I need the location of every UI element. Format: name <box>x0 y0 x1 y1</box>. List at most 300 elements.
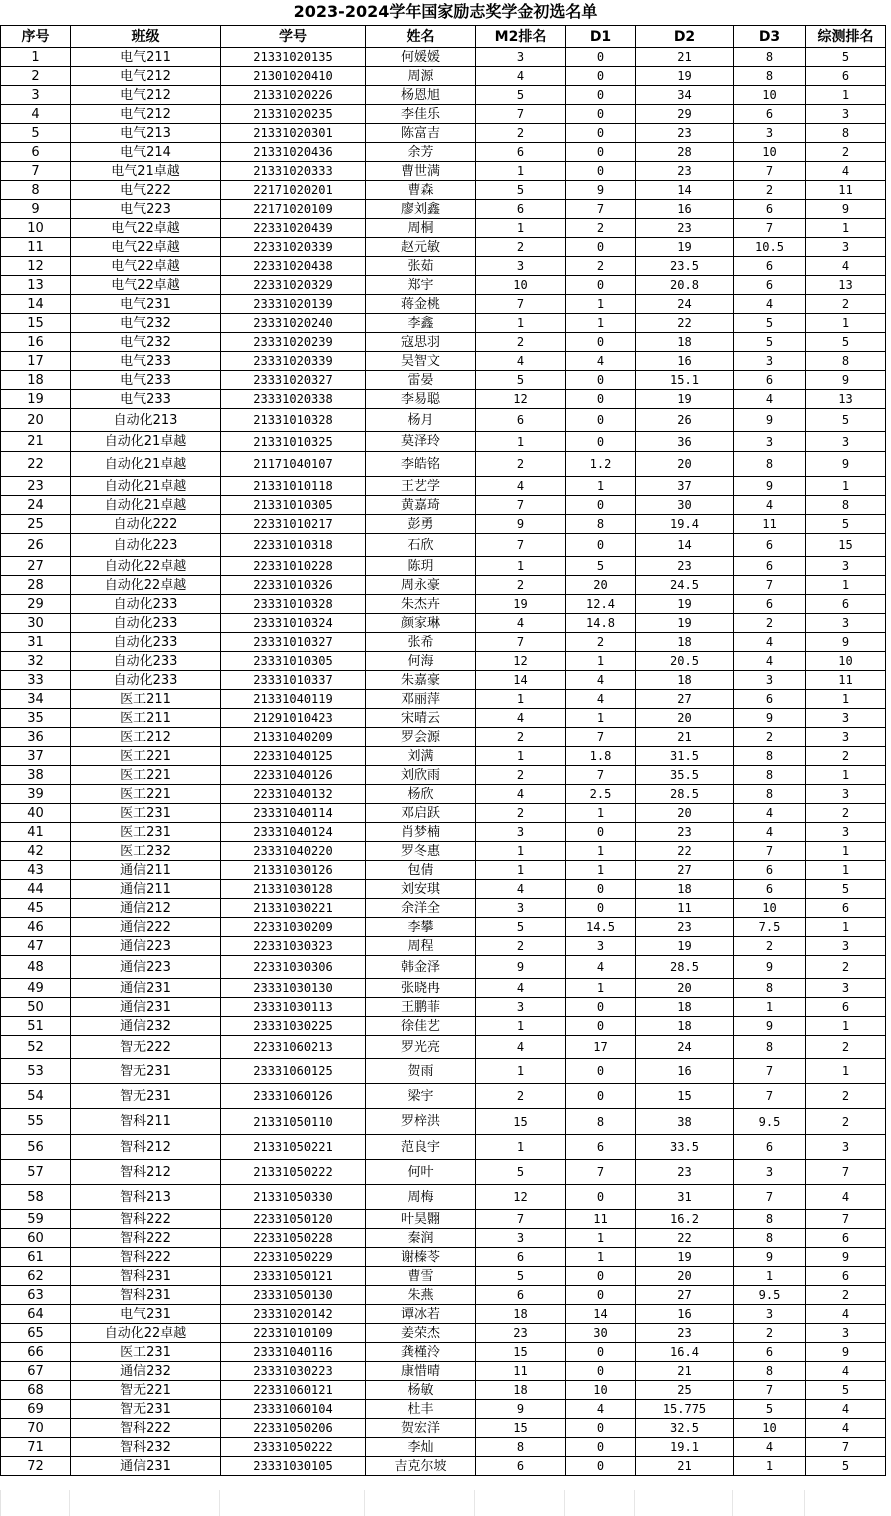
cell-d1[interactable]: 8 <box>566 515 636 534</box>
cell-name[interactable]: 朱杰卉 <box>366 595 476 614</box>
cell-d1[interactable]: 0 <box>566 371 636 390</box>
cell-index[interactable]: 4 <box>1 105 71 124</box>
cell-student-id[interactable]: 22331030209 <box>221 918 366 937</box>
cell-d1[interactable]: 5 <box>566 557 636 576</box>
cell-index[interactable]: 69 <box>1 1400 71 1419</box>
cell-overall-rank[interactable]: 11 <box>806 671 886 690</box>
cell-d2[interactable]: 15 <box>636 1084 734 1109</box>
cell-d2[interactable]: 30 <box>636 496 734 515</box>
cell-d2[interactable]: 16.4 <box>636 1343 734 1362</box>
cell-d1[interactable]: 1 <box>566 861 636 880</box>
cell-name[interactable]: 石欣 <box>366 534 476 557</box>
cell-name[interactable]: 罗梓洪 <box>366 1109 476 1135</box>
cell-name[interactable]: 龚槿泠 <box>366 1343 476 1362</box>
cell-class[interactable]: 电气232 <box>71 333 221 352</box>
cell-d3[interactable]: 8 <box>734 452 806 477</box>
cell-overall-rank[interactable]: 1 <box>806 690 886 709</box>
cell-class[interactable]: 智科222 <box>71 1419 221 1438</box>
cell-student-id[interactable]: 21331010118 <box>221 477 366 496</box>
cell-index[interactable]: 49 <box>1 979 71 998</box>
cell-d1[interactable]: 2.5 <box>566 785 636 804</box>
cell-d3[interactable]: 8 <box>734 979 806 998</box>
cell-name[interactable]: 谢榛苓 <box>366 1248 476 1267</box>
cell-d1[interactable]: 1 <box>566 1248 636 1267</box>
cell-d3[interactable]: 10 <box>734 899 806 918</box>
cell-d2[interactable]: 19 <box>636 1248 734 1267</box>
cell-d1[interactable]: 1 <box>566 477 636 496</box>
cell-overall-rank[interactable]: 1 <box>806 86 886 105</box>
cell-overall-rank[interactable]: 3 <box>806 937 886 956</box>
cell-d3[interactable]: 9.5 <box>734 1109 806 1135</box>
cell-m2-rank[interactable]: 2 <box>476 804 566 823</box>
cell-name[interactable]: 赵元敏 <box>366 238 476 257</box>
cell-name[interactable]: 肖梦楠 <box>366 823 476 842</box>
cell-class[interactable]: 医工211 <box>71 690 221 709</box>
cell-index[interactable]: 3 <box>1 86 71 105</box>
cell-student-id[interactable]: 21301020410 <box>221 67 366 86</box>
cell-m2-rank[interactable]: 23 <box>476 1324 566 1343</box>
cell-name[interactable]: 陈富吉 <box>366 124 476 143</box>
cell-student-id[interactable]: 22331010228 <box>221 557 366 576</box>
cell-m2-rank[interactable]: 7 <box>476 105 566 124</box>
cell-class[interactable]: 智科222 <box>71 1229 221 1248</box>
cell-class[interactable]: 智无231 <box>71 1084 221 1109</box>
cell-overall-rank[interactable]: 3 <box>806 709 886 728</box>
cell-m2-rank[interactable]: 1 <box>476 162 566 181</box>
cell-index[interactable]: 33 <box>1 671 71 690</box>
cell-d2[interactable]: 19.4 <box>636 515 734 534</box>
cell-overall-rank[interactable]: 1 <box>806 766 886 785</box>
cell-overall-rank[interactable]: 1 <box>806 477 886 496</box>
cell-d2[interactable]: 20 <box>636 1267 734 1286</box>
cell-class[interactable]: 医工231 <box>71 823 221 842</box>
cell-d3[interactable]: 2 <box>734 728 806 747</box>
cell-index[interactable]: 59 <box>1 1210 71 1229</box>
cell-overall-rank[interactable]: 6 <box>806 1229 886 1248</box>
cell-class[interactable]: 通信211 <box>71 880 221 899</box>
cell-student-id[interactable]: 23331030223 <box>221 1362 366 1381</box>
cell-d3[interactable]: 7 <box>734 1185 806 1210</box>
cell-student-id[interactable]: 23331020139 <box>221 295 366 314</box>
cell-m2-rank[interactable]: 8 <box>476 1438 566 1457</box>
cell-student-id[interactable]: 21331010305 <box>221 496 366 515</box>
cell-overall-rank[interactable]: 9 <box>806 371 886 390</box>
cell-d1[interactable]: 0 <box>566 1343 636 1362</box>
cell-class[interactable]: 智无221 <box>71 1381 221 1400</box>
cell-overall-rank[interactable]: 3 <box>806 728 886 747</box>
cell-student-id[interactable]: 22171020109 <box>221 200 366 219</box>
cell-name[interactable]: 罗冬惠 <box>366 842 476 861</box>
cell-d2[interactable]: 23 <box>636 162 734 181</box>
cell-m2-rank[interactable]: 1 <box>476 690 566 709</box>
cell-overall-rank[interactable]: 2 <box>806 1286 886 1305</box>
cell-class[interactable]: 自动化233 <box>71 671 221 690</box>
cell-class[interactable]: 通信232 <box>71 1017 221 1036</box>
cell-d1[interactable]: 0 <box>566 409 636 432</box>
cell-name[interactable]: 周桐 <box>366 219 476 238</box>
cell-m2-rank[interactable]: 7 <box>476 534 566 557</box>
cell-d3[interactable]: 7.5 <box>734 918 806 937</box>
cell-student-id[interactable]: 22331030323 <box>221 937 366 956</box>
cell-d3[interactable]: 8 <box>734 1229 806 1248</box>
cell-d2[interactable]: 14 <box>636 181 734 200</box>
cell-overall-rank[interactable]: 1 <box>806 1017 886 1036</box>
cell-m2-rank[interactable]: 1 <box>476 557 566 576</box>
cell-m2-rank[interactable]: 7 <box>476 295 566 314</box>
cell-d1[interactable]: 2 <box>566 257 636 276</box>
cell-m2-rank[interactable]: 5 <box>476 86 566 105</box>
cell-m2-rank[interactable]: 1 <box>476 314 566 333</box>
cell-m2-rank[interactable]: 4 <box>476 979 566 998</box>
cell-name[interactable]: 李鑫 <box>366 314 476 333</box>
cell-index[interactable]: 53 <box>1 1059 71 1084</box>
cell-d3[interactable]: 7 <box>734 1059 806 1084</box>
cell-d2[interactable]: 20 <box>636 709 734 728</box>
cell-class[interactable]: 电气232 <box>71 314 221 333</box>
cell-index[interactable]: 40 <box>1 804 71 823</box>
cell-overall-rank[interactable]: 3 <box>806 238 886 257</box>
cell-student-id[interactable]: 21331050221 <box>221 1135 366 1160</box>
cell-d2[interactable]: 19 <box>636 937 734 956</box>
cell-index[interactable]: 54 <box>1 1084 71 1109</box>
cell-overall-rank[interactable]: 13 <box>806 276 886 295</box>
cell-d3[interactable]: 8 <box>734 1362 806 1381</box>
cell-d2[interactable]: 20 <box>636 979 734 998</box>
cell-class[interactable]: 自动化233 <box>71 652 221 671</box>
cell-m2-rank[interactable]: 5 <box>476 918 566 937</box>
cell-m2-rank[interactable]: 4 <box>476 477 566 496</box>
cell-d2[interactable]: 24.5 <box>636 576 734 595</box>
cell-index[interactable]: 61 <box>1 1248 71 1267</box>
cell-student-id[interactable]: 23331040114 <box>221 804 366 823</box>
cell-d2[interactable]: 19 <box>636 238 734 257</box>
cell-d1[interactable]: 0 <box>566 143 636 162</box>
cell-d2[interactable]: 34 <box>636 86 734 105</box>
cell-d3[interactable]: 4 <box>734 633 806 652</box>
cell-index[interactable]: 23 <box>1 477 71 496</box>
cell-d2[interactable]: 20 <box>636 804 734 823</box>
cell-name[interactable]: 杜丰 <box>366 1400 476 1419</box>
cell-d3[interactable]: 9 <box>734 409 806 432</box>
cell-overall-rank[interactable]: 4 <box>806 1419 886 1438</box>
cell-d3[interactable]: 9.5 <box>734 1286 806 1305</box>
cell-m2-rank[interactable]: 2 <box>476 576 566 595</box>
cell-d3[interactable]: 6 <box>734 557 806 576</box>
col-header-student-id[interactable]: 学号 <box>221 26 366 48</box>
cell-d2[interactable]: 20.5 <box>636 652 734 671</box>
cell-class[interactable]: 自动化223 <box>71 534 221 557</box>
cell-name[interactable]: 余洋全 <box>366 899 476 918</box>
cell-overall-rank[interactable]: 1 <box>806 576 886 595</box>
cell-d1[interactable]: 1.8 <box>566 747 636 766</box>
cell-d1[interactable]: 2 <box>566 633 636 652</box>
cell-m2-rank[interactable]: 1 <box>476 842 566 861</box>
cell-overall-rank[interactable]: 1 <box>806 1059 886 1084</box>
cell-name[interactable]: 张茹 <box>366 257 476 276</box>
cell-name[interactable]: 周梅 <box>366 1185 476 1210</box>
cell-overall-rank[interactable]: 5 <box>806 515 886 534</box>
cell-d2[interactable]: 23 <box>636 1160 734 1185</box>
cell-d1[interactable]: 7 <box>566 1160 636 1185</box>
cell-name[interactable]: 杨欣 <box>366 785 476 804</box>
cell-m2-rank[interactable]: 3 <box>476 1229 566 1248</box>
cell-d1[interactable]: 11 <box>566 1210 636 1229</box>
cell-d1[interactable]: 1.2 <box>566 452 636 477</box>
cell-d2[interactable]: 15.1 <box>636 371 734 390</box>
cell-student-id[interactable]: 21171040107 <box>221 452 366 477</box>
cell-class[interactable]: 通信223 <box>71 956 221 979</box>
cell-d3[interactable]: 10.5 <box>734 238 806 257</box>
cell-d1[interactable]: 0 <box>566 1419 636 1438</box>
cell-d3[interactable]: 4 <box>734 295 806 314</box>
cell-index[interactable]: 12 <box>1 257 71 276</box>
cell-student-id[interactable]: 23331010328 <box>221 595 366 614</box>
cell-m2-rank[interactable]: 10 <box>476 276 566 295</box>
cell-student-id[interactable]: 22331050229 <box>221 1248 366 1267</box>
cell-student-id[interactable]: 23331030130 <box>221 979 366 998</box>
cell-d1[interactable]: 0 <box>566 333 636 352</box>
cell-class[interactable]: 智科222 <box>71 1210 221 1229</box>
cell-student-id[interactable]: 22331060213 <box>221 1036 366 1059</box>
cell-overall-rank[interactable]: 6 <box>806 595 886 614</box>
cell-d2[interactable]: 16 <box>636 352 734 371</box>
cell-student-id[interactable]: 21331020436 <box>221 143 366 162</box>
cell-name[interactable]: 叶昊翾 <box>366 1210 476 1229</box>
cell-d2[interactable]: 16 <box>636 200 734 219</box>
cell-class[interactable]: 医工221 <box>71 747 221 766</box>
cell-d3[interactable]: 2 <box>734 937 806 956</box>
cell-d1[interactable]: 14.5 <box>566 918 636 937</box>
cell-class[interactable]: 电气213 <box>71 124 221 143</box>
cell-name[interactable]: 寇思羽 <box>366 333 476 352</box>
cell-overall-rank[interactable]: 3 <box>806 105 886 124</box>
cell-name[interactable]: 韩金泽 <box>366 956 476 979</box>
cell-d2[interactable]: 29 <box>636 105 734 124</box>
cell-d3[interactable]: 3 <box>734 352 806 371</box>
cell-d3[interactable]: 5 <box>734 333 806 352</box>
cell-m2-rank[interactable]: 6 <box>476 143 566 162</box>
cell-student-id[interactable]: 23331010327 <box>221 633 366 652</box>
cell-m2-rank[interactable]: 11 <box>476 1362 566 1381</box>
cell-overall-rank[interactable]: 3 <box>806 785 886 804</box>
cell-d2[interactable]: 19 <box>636 67 734 86</box>
cell-d1[interactable]: 0 <box>566 899 636 918</box>
cell-student-id[interactable]: 21331020226 <box>221 86 366 105</box>
cell-overall-rank[interactable]: 9 <box>806 633 886 652</box>
cell-student-id[interactable]: 21331050110 <box>221 1109 366 1135</box>
cell-class[interactable]: 智科231 <box>71 1267 221 1286</box>
cell-d1[interactable]: 0 <box>566 124 636 143</box>
cell-d2[interactable]: 18 <box>636 880 734 899</box>
cell-d3[interactable]: 1 <box>734 998 806 1017</box>
cell-d1[interactable]: 1 <box>566 709 636 728</box>
cell-m2-rank[interactable]: 15 <box>476 1419 566 1438</box>
cell-name[interactable]: 吉克尔坡 <box>366 1457 476 1476</box>
cell-m2-rank[interactable]: 5 <box>476 1267 566 1286</box>
col-header-class[interactable]: 班级 <box>71 26 221 48</box>
cell-d2[interactable]: 36 <box>636 432 734 452</box>
cell-class[interactable]: 智科231 <box>71 1286 221 1305</box>
col-header-overall-rank[interactable]: 综测排名 <box>806 26 886 48</box>
cell-d2[interactable]: 15.775 <box>636 1400 734 1419</box>
cell-d2[interactable]: 19 <box>636 595 734 614</box>
cell-index[interactable]: 18 <box>1 371 71 390</box>
cell-d1[interactable]: 0 <box>566 1438 636 1457</box>
cell-class[interactable]: 智科213 <box>71 1185 221 1210</box>
cell-m2-rank[interactable]: 18 <box>476 1381 566 1400</box>
cell-index[interactable]: 9 <box>1 200 71 219</box>
cell-d3[interactable]: 4 <box>734 496 806 515</box>
cell-d1[interactable]: 0 <box>566 1084 636 1109</box>
cell-overall-rank[interactable]: 5 <box>806 333 886 352</box>
cell-overall-rank[interactable]: 4 <box>806 1185 886 1210</box>
cell-m2-rank[interactable]: 6 <box>476 409 566 432</box>
cell-d2[interactable]: 18 <box>636 333 734 352</box>
cell-d1[interactable]: 17 <box>566 1036 636 1059</box>
cell-student-id[interactable]: 21331020135 <box>221 48 366 67</box>
cell-d2[interactable]: 23 <box>636 124 734 143</box>
cell-d2[interactable]: 27 <box>636 690 734 709</box>
cell-index[interactable]: 36 <box>1 728 71 747</box>
cell-student-id[interactable]: 23331060125 <box>221 1059 366 1084</box>
cell-m2-rank[interactable]: 1 <box>476 219 566 238</box>
cell-name[interactable]: 郑宇 <box>366 276 476 295</box>
cell-d2[interactable]: 21 <box>636 48 734 67</box>
cell-d2[interactable]: 18 <box>636 671 734 690</box>
cell-index[interactable]: 68 <box>1 1381 71 1400</box>
cell-m2-rank[interactable]: 2 <box>476 766 566 785</box>
cell-m2-rank[interactable]: 1 <box>476 1017 566 1036</box>
cell-class[interactable]: 智无222 <box>71 1036 221 1059</box>
cell-index[interactable]: 27 <box>1 557 71 576</box>
cell-d3[interactable]: 2 <box>734 1324 806 1343</box>
cell-class[interactable]: 电气22卓越 <box>71 276 221 295</box>
cell-class[interactable]: 电气211 <box>71 48 221 67</box>
cell-index[interactable]: 71 <box>1 1438 71 1457</box>
cell-d1[interactable]: 0 <box>566 162 636 181</box>
cell-d2[interactable]: 18 <box>636 998 734 1017</box>
cell-student-id[interactable]: 23331050121 <box>221 1267 366 1286</box>
cell-overall-rank[interactable]: 2 <box>806 1109 886 1135</box>
cell-d3[interactable]: 4 <box>734 652 806 671</box>
cell-overall-rank[interactable]: 5 <box>806 1457 886 1476</box>
cell-name[interactable]: 曹森 <box>366 181 476 200</box>
cell-index[interactable]: 11 <box>1 238 71 257</box>
cell-d3[interactable]: 6 <box>734 595 806 614</box>
cell-index[interactable]: 64 <box>1 1305 71 1324</box>
cell-d2[interactable]: 32.5 <box>636 1419 734 1438</box>
cell-index[interactable]: 44 <box>1 880 71 899</box>
cell-index[interactable]: 63 <box>1 1286 71 1305</box>
cell-name[interactable]: 贺雨 <box>366 1059 476 1084</box>
cell-name[interactable]: 姜荣杰 <box>366 1324 476 1343</box>
cell-student-id[interactable]: 23331050130 <box>221 1286 366 1305</box>
cell-overall-rank[interactable]: 4 <box>806 162 886 181</box>
cell-d3[interactable]: 8 <box>734 1210 806 1229</box>
cell-name[interactable]: 徐佳艺 <box>366 1017 476 1036</box>
cell-name[interactable]: 何海 <box>366 652 476 671</box>
cell-m2-rank[interactable]: 7 <box>476 496 566 515</box>
cell-d1[interactable]: 9 <box>566 181 636 200</box>
cell-index[interactable]: 10 <box>1 219 71 238</box>
cell-index[interactable]: 28 <box>1 576 71 595</box>
cell-overall-rank[interactable]: 3 <box>806 614 886 633</box>
cell-overall-rank[interactable]: 11 <box>806 181 886 200</box>
cell-m2-rank[interactable]: 15 <box>476 1343 566 1362</box>
cell-d1[interactable]: 0 <box>566 1457 636 1476</box>
cell-d3[interactable]: 9 <box>734 1248 806 1267</box>
cell-d3[interactable]: 6 <box>734 1135 806 1160</box>
cell-name[interactable]: 康惜晴 <box>366 1362 476 1381</box>
cell-name[interactable]: 刘欣雨 <box>366 766 476 785</box>
cell-d1[interactable]: 8 <box>566 1109 636 1135</box>
cell-overall-rank[interactable]: 1 <box>806 314 886 333</box>
cell-d1[interactable]: 0 <box>566 998 636 1017</box>
cell-name[interactable]: 谭冰若 <box>366 1305 476 1324</box>
cell-d1[interactable]: 0 <box>566 496 636 515</box>
cell-index[interactable]: 22 <box>1 452 71 477</box>
cell-m2-rank[interactable]: 7 <box>476 633 566 652</box>
cell-student-id[interactable]: 22331050120 <box>221 1210 366 1229</box>
cell-d1[interactable]: 0 <box>566 1059 636 1084</box>
cell-d1[interactable]: 1 <box>566 314 636 333</box>
cell-overall-rank[interactable]: 13 <box>806 390 886 409</box>
cell-m2-rank[interactable]: 1 <box>476 861 566 880</box>
cell-d1[interactable]: 0 <box>566 880 636 899</box>
cell-class[interactable]: 自动化21卓越 <box>71 432 221 452</box>
cell-d3[interactable]: 1 <box>734 1267 806 1286</box>
cell-d2[interactable]: 18 <box>636 633 734 652</box>
cell-d3[interactable]: 9 <box>734 956 806 979</box>
cell-class[interactable]: 自动化22卓越 <box>71 1324 221 1343</box>
cell-d3[interactable]: 7 <box>734 576 806 595</box>
cell-student-id[interactable]: 22331040126 <box>221 766 366 785</box>
cell-overall-rank[interactable]: 8 <box>806 352 886 371</box>
cell-d3[interactable]: 8 <box>734 1036 806 1059</box>
cell-d1[interactable]: 30 <box>566 1324 636 1343</box>
cell-m2-rank[interactable]: 2 <box>476 333 566 352</box>
cell-index[interactable]: 20 <box>1 409 71 432</box>
cell-student-id[interactable]: 23331060104 <box>221 1400 366 1419</box>
cell-class[interactable]: 电气22卓越 <box>71 257 221 276</box>
cell-overall-rank[interactable]: 8 <box>806 496 886 515</box>
cell-name[interactable]: 吴智文 <box>366 352 476 371</box>
cell-class[interactable]: 智无231 <box>71 1059 221 1084</box>
cell-d2[interactable]: 27 <box>636 861 734 880</box>
col-header-name[interactable]: 姓名 <box>366 26 476 48</box>
cell-student-id[interactable]: 21291010423 <box>221 709 366 728</box>
cell-overall-rank[interactable]: 4 <box>806 257 886 276</box>
cell-name[interactable]: 周程 <box>366 937 476 956</box>
cell-d3[interactable]: 4 <box>734 390 806 409</box>
cell-d2[interactable]: 28.5 <box>636 956 734 979</box>
cell-class[interactable]: 电气233 <box>71 352 221 371</box>
cell-student-id[interactable]: 23331020327 <box>221 371 366 390</box>
cell-d2[interactable]: 19 <box>636 614 734 633</box>
cell-d2[interactable]: 27 <box>636 1286 734 1305</box>
cell-index[interactable]: 39 <box>1 785 71 804</box>
cell-d3[interactable]: 4 <box>734 804 806 823</box>
cell-d3[interactable]: 6 <box>734 371 806 390</box>
cell-d2[interactable]: 38 <box>636 1109 734 1135</box>
cell-class[interactable]: 通信223 <box>71 937 221 956</box>
cell-student-id[interactable]: 22331030306 <box>221 956 366 979</box>
cell-d1[interactable]: 1 <box>566 295 636 314</box>
cell-d2[interactable]: 14 <box>636 534 734 557</box>
cell-name[interactable]: 邓丽萍 <box>366 690 476 709</box>
cell-overall-rank[interactable]: 5 <box>806 1381 886 1400</box>
cell-m2-rank[interactable]: 2 <box>476 238 566 257</box>
